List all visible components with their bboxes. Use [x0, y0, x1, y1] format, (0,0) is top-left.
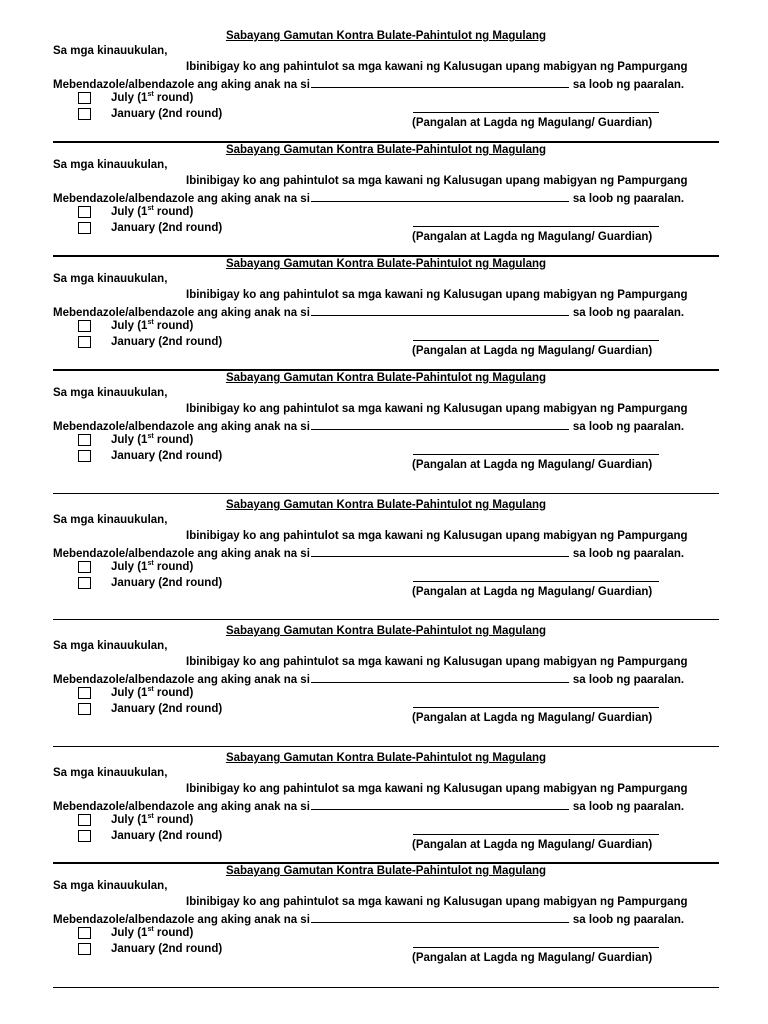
july-label	[111, 560, 193, 574]
signature-line[interactable]	[413, 947, 659, 948]
january-checkbox[interactable]	[78, 336, 91, 348]
consent-line-2-end: sa loob ng paaralan.	[572, 193, 685, 205]
consent-slip	[0, 751, 768, 861]
slip-title: Sabayang Gamutan Kontra Bulate-Pahintulot ng Magulang	[225, 30, 547, 42]
slip-title: Sabayang Gamutan Kontra Bulate-Pahintulot ng Magulang	[225, 144, 547, 156]
july-label-sup: st	[147, 926, 154, 934]
consent-line-1: Ibinibigay ko ang pahintulot sa mga kawani ng Kalusugan upang mabigyan ng Pampurgang	[186, 175, 688, 187]
july-label-prefix: July (1	[111, 320, 148, 332]
consent-line-2	[53, 798, 684, 814]
signature-line[interactable]	[413, 226, 659, 227]
july-label-suffix: round)	[153, 561, 194, 573]
child-name-blank[interactable]	[311, 418, 569, 430]
july-label-sup: st	[147, 813, 154, 821]
consent-line-1: Ibinibigay ko ang pahintulot sa mga kawani ng Kalusugan upang mabigyan ng Pampurgang	[186, 289, 688, 301]
july-label-suffix: round)	[153, 434, 194, 446]
slip-separator	[53, 746, 719, 747]
july-label-suffix: round)	[153, 687, 194, 699]
july-label	[111, 813, 193, 827]
consent-line-2-end: sa loob ng paaralan.	[572, 674, 685, 686]
salutation: Sa mga kinauukulan,	[53, 880, 168, 892]
slip-separator	[53, 619, 719, 620]
signature-caption: (Pangalan at Lagda ng Magulang/ Guardian)	[412, 459, 653, 471]
consent-line-2	[53, 76, 684, 92]
july-label	[111, 205, 193, 219]
signature-caption: (Pangalan at Lagda ng Magulang/ Guardian)	[412, 231, 653, 243]
january-checkbox[interactable]	[78, 108, 91, 120]
signature-line[interactable]	[413, 581, 659, 582]
signature-caption: (Pangalan at Lagda ng Magulang/ Guardian)	[412, 117, 653, 129]
july-label-prefix: July (1	[111, 927, 148, 939]
january-label: January (2nd round)	[111, 577, 223, 589]
consent-line-2-end: sa loob ng paaralan.	[572, 307, 685, 319]
slip-title: Sabayang Gamutan Kontra Bulate-Pahintulot ng Magulang	[225, 258, 547, 270]
consent-line-2-end: sa loob ng paaralan.	[572, 914, 685, 926]
july-label	[111, 319, 193, 333]
consent-slip	[0, 29, 768, 139]
july-label-suffix: round)	[153, 92, 194, 104]
signature-caption: (Pangalan at Lagda ng Magulang/ Guardian)	[412, 345, 653, 357]
signature-line[interactable]	[413, 454, 659, 455]
consent-slip	[0, 864, 768, 974]
child-name-blank[interactable]	[311, 545, 569, 557]
slip-title: Sabayang Gamutan Kontra Bulate-Pahintulot ng Magulang	[225, 625, 547, 637]
salutation: Sa mga kinauukulan,	[53, 640, 168, 652]
consent-line-2-start: Mebendazole/albendazole ang aking anak na si	[53, 79, 310, 91]
january-label: January (2nd round)	[111, 450, 223, 462]
july-label-suffix: round)	[153, 927, 194, 939]
january-checkbox[interactable]	[78, 222, 91, 234]
consent-line-2-end: sa loob ng paaralan.	[572, 801, 685, 813]
consent-line-2	[53, 418, 684, 434]
july-label-prefix: July (1	[111, 92, 148, 104]
signature-caption: (Pangalan at Lagda ng Magulang/ Guardian)	[412, 839, 653, 851]
july-label-sup: st	[147, 560, 154, 568]
july-label-sup: st	[147, 433, 154, 441]
july-label-suffix: round)	[153, 814, 194, 826]
july-label-sup: st	[147, 686, 154, 694]
consent-line-2	[53, 304, 684, 320]
salutation: Sa mga kinauukulan,	[53, 45, 168, 57]
consent-line-2-start: Mebendazole/albendazole ang aking anak na si	[53, 674, 310, 686]
slip-title: Sabayang Gamutan Kontra Bulate-Pahintulot ng Magulang	[225, 752, 547, 764]
child-name-blank[interactable]	[311, 911, 569, 923]
child-name-blank[interactable]	[311, 76, 569, 88]
consent-line-2	[53, 671, 684, 687]
january-label: January (2nd round)	[111, 336, 223, 348]
child-name-blank[interactable]	[311, 798, 569, 810]
slip-title: Sabayang Gamutan Kontra Bulate-Pahintulot ng Magulang	[225, 865, 547, 877]
january-checkbox[interactable]	[78, 450, 91, 462]
july-label-prefix: July (1	[111, 687, 148, 699]
january-checkbox[interactable]	[78, 703, 91, 715]
consent-slip	[0, 371, 768, 481]
consent-line-2-end: sa loob ng paaralan.	[572, 548, 685, 560]
slip-separator	[53, 493, 719, 494]
july-checkbox[interactable]	[78, 687, 91, 699]
july-label	[111, 686, 193, 700]
signature-line[interactable]	[413, 707, 659, 708]
consent-line-1: Ibinibigay ko ang pahintulot sa mga kawani ng Kalusugan upang mabigyan ng Pampurgang	[186, 61, 688, 73]
consent-line-1: Ibinibigay ko ang pahintulot sa mga kawani ng Kalusugan upang mabigyan ng Pampurgang	[186, 403, 688, 415]
july-checkbox[interactable]	[78, 814, 91, 826]
consent-line-2-end: sa loob ng paaralan.	[572, 79, 685, 91]
july-label-prefix: July (1	[111, 561, 148, 573]
january-label: January (2nd round)	[111, 703, 223, 715]
january-label: January (2nd round)	[111, 108, 223, 120]
child-name-blank[interactable]	[311, 190, 569, 202]
slip-separator	[53, 987, 719, 988]
consent-line-1: Ibinibigay ko ang pahintulot sa mga kawani ng Kalusugan upang mabigyan ng Pampurgang	[186, 783, 688, 795]
january-label: January (2nd round)	[111, 222, 223, 234]
slip-title: Sabayang Gamutan Kontra Bulate-Pahintulot ng Magulang	[225, 372, 547, 384]
salutation: Sa mga kinauukulan,	[53, 273, 168, 285]
salutation: Sa mga kinauukulan,	[53, 387, 168, 399]
january-checkbox[interactable]	[78, 830, 91, 842]
salutation: Sa mga kinauukulan,	[53, 767, 168, 779]
consent-line-2-start: Mebendazole/albendazole ang aking anak na si	[53, 193, 310, 205]
consent-line-1: Ibinibigay ko ang pahintulot sa mga kawani ng Kalusugan upang mabigyan ng Pampurgang	[186, 530, 688, 542]
july-checkbox[interactable]	[78, 927, 91, 939]
signature-caption: (Pangalan at Lagda ng Magulang/ Guardian)	[412, 952, 653, 964]
consent-line-1: Ibinibigay ko ang pahintulot sa mga kawani ng Kalusugan upang mabigyan ng Pampurgang	[186, 896, 688, 908]
july-label-prefix: July (1	[111, 434, 148, 446]
july-label-sup: st	[147, 91, 154, 99]
july-label-suffix: round)	[153, 320, 194, 332]
consent-slip	[0, 498, 768, 608]
july-label-sup: st	[147, 319, 154, 327]
consent-line-1: Ibinibigay ko ang pahintulot sa mga kawani ng Kalusugan upang mabigyan ng Pampurgang	[186, 656, 688, 668]
consent-line-2	[53, 190, 684, 206]
january-label: January (2nd round)	[111, 830, 223, 842]
july-checkbox[interactable]	[78, 561, 91, 573]
july-checkbox[interactable]	[78, 320, 91, 332]
consent-line-2-start: Mebendazole/albendazole ang aking anak na si	[53, 914, 310, 926]
consent-line-2-start: Mebendazole/albendazole ang aking anak na si	[53, 307, 310, 319]
signature-caption: (Pangalan at Lagda ng Magulang/ Guardian)	[412, 586, 653, 598]
january-checkbox[interactable]	[78, 577, 91, 589]
july-label-prefix: July (1	[111, 814, 148, 826]
july-checkbox[interactable]	[78, 92, 91, 104]
consent-line-2	[53, 911, 684, 927]
july-label	[111, 91, 193, 105]
july-label	[111, 433, 193, 447]
salutation: Sa mga kinauukulan,	[53, 514, 168, 526]
july-checkbox[interactable]	[78, 206, 91, 218]
signature-line[interactable]	[413, 834, 659, 835]
consent-line-2-end: sa loob ng paaralan.	[572, 421, 685, 433]
consent-line-2	[53, 545, 684, 561]
consent-line-2-start: Mebendazole/albendazole ang aking anak na si	[53, 421, 310, 433]
consent-slip	[0, 257, 768, 367]
july-label-sup: st	[147, 205, 154, 213]
child-name-blank[interactable]	[311, 671, 569, 683]
consent-line-2-start: Mebendazole/albendazole ang aking anak na si	[53, 801, 310, 813]
consent-line-2-start: Mebendazole/albendazole ang aking anak na si	[53, 548, 310, 560]
slip-title: Sabayang Gamutan Kontra Bulate-Pahintulot ng Magulang	[225, 499, 547, 511]
signature-line[interactable]	[413, 112, 659, 113]
consent-slip	[0, 624, 768, 734]
signature-caption: (Pangalan at Lagda ng Magulang/ Guardian)	[412, 712, 653, 724]
january-checkbox[interactable]	[78, 943, 91, 955]
july-label	[111, 926, 193, 940]
january-label: January (2nd round)	[111, 943, 223, 955]
consent-slip	[0, 143, 768, 253]
child-name-blank[interactable]	[311, 304, 569, 316]
signature-line[interactable]	[413, 340, 659, 341]
july-label-suffix: round)	[153, 206, 194, 218]
july-checkbox[interactable]	[78, 434, 91, 446]
july-label-prefix: July (1	[111, 206, 148, 218]
salutation: Sa mga kinauukulan,	[53, 159, 168, 171]
